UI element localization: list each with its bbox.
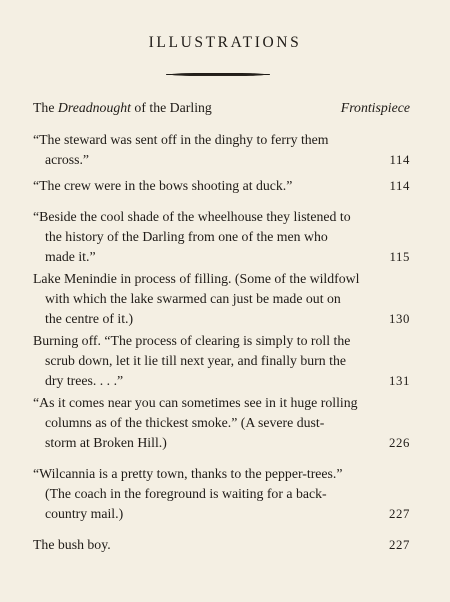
caption-line: “The crew were in the bows shooting at duck.” <box>33 178 293 193</box>
caption-line: (The coach in the foreground is waiting for a back- <box>45 486 327 501</box>
page-number: 114 <box>389 179 410 193</box>
caption-line: across.” <box>45 152 90 167</box>
caption-line: “The steward was sent off in the dinghy to ferry them <box>33 132 329 147</box>
caption-line: The bush boy. <box>33 537 111 552</box>
caption-line <box>33 100 212 116</box>
caption-line: Lake Menindie in process of filling. (Some of the wildfowl <box>33 271 360 286</box>
page-number: 115 <box>389 250 410 264</box>
page-number: 226 <box>389 436 410 450</box>
caption-line: made it.” <box>45 249 96 264</box>
caption-line: the centre of it.) <box>45 311 134 326</box>
page-number: 114 <box>389 153 410 167</box>
page-number: 227 <box>389 507 410 521</box>
caption-text: The <box>33 100 58 115</box>
page-heading: ILLUSTRATIONS <box>148 34 302 51</box>
caption-line: the history of the Darling from one of the men who <box>45 229 328 244</box>
caption-line: dry trees. . . .” <box>45 373 124 388</box>
caption-italic-text: Dreadnought <box>57 100 131 115</box>
caption-line: Burning off. “The process of clearing is simply to roll the <box>33 333 351 348</box>
caption-line: “As it comes near you can sometimes see in it huge rolling <box>33 395 358 410</box>
frontispiece-label: Frontispiece <box>340 100 410 115</box>
page-number: 131 <box>389 374 410 388</box>
caption-line: with which the lake swarmed can just be made out on <box>45 291 341 306</box>
caption-line: scrub down, let it lie till next year, and finally burn the <box>45 353 346 368</box>
caption-line: storm at Broken Hill.) <box>45 435 167 450</box>
page-number: 130 <box>389 312 410 326</box>
caption-line: “Wilcannia is a pretty town, thanks to the pepper-trees.” <box>33 466 343 481</box>
caption-line: country mail.) <box>45 506 124 521</box>
caption-line: columns as of the thickest smoke.” (A severe dust- <box>45 415 325 430</box>
caption-line: “Beside the cool shade of the wheelhouse they listened to <box>33 209 351 224</box>
page-number: 227 <box>389 538 410 552</box>
caption-text: of the Darling <box>130 100 212 115</box>
heading-ornament-rule <box>171 73 265 76</box>
